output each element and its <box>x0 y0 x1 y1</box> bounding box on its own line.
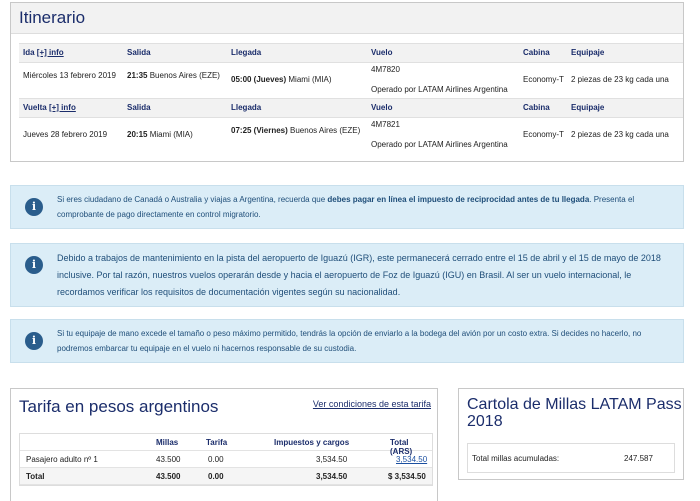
fare-col-total: Total (ARS) <box>390 438 413 456</box>
fare-col-impuestos: Impuestos y cargos <box>274 438 350 447</box>
total-millas: 43.500 <box>156 472 181 481</box>
col-cabina: Cabina <box>523 48 550 57</box>
ida-flight: 4M7820 <box>371 65 400 74</box>
ida-operator: Operado por LATAM Airlines Argentina <box>371 85 508 94</box>
ida-dep-place: Buenos Aires (EZE) <box>149 71 220 80</box>
total-amount: $ 3,534.50 <box>388 472 426 481</box>
col-equipaje: Equipaje <box>571 48 605 57</box>
fare-total-row <box>20 468 432 485</box>
fare-panel <box>10 388 438 501</box>
ida-label: Ida [+] info <box>23 48 64 57</box>
cartola-box <box>467 443 675 473</box>
vuelta-label: Vuelta [+] info <box>23 103 76 112</box>
iguazu-text: Debido a trabajos de mantenimiento en la pista del aeropuerto de Iguazú (IGR), este permanecerá cerrado entre el 15 de abril y el 15 de mayo de 2018 inclusive. Por tal razón, nuestros vuelos operarán desde y hacia el aeropuerto de Foz de Iguazú (IGU) en Brasil. Al ser un vuelo internacional, le recordamos verificar los requisitos de documentación vigentes según su nacionalidad. <box>57 253 661 297</box>
vuelta-info-link[interactable]: [+] info <box>48 103 76 112</box>
total-impuestos: 3,534.50 <box>316 472 348 481</box>
fare-title: Tarifa en pesos argentinos <box>19 397 219 416</box>
cartola-value: 247.587 <box>624 454 653 463</box>
col-cabina: Cabina <box>523 103 550 112</box>
cartola-panel <box>458 388 684 480</box>
vuelta-cabin: Economy-T <box>523 130 564 139</box>
itinerary-title: Itinerario <box>11 3 683 34</box>
baggage-text: Si tu equipaje de mano excede el tamaño o peso máximo permitido, tendrás la opción de enviarlo a la bodega del avión por un costo extra. Si decides no hacerlo, no podremos embarcar tu equipaje en el vuelo ni hacernos responsable de su custodia. <box>57 329 642 353</box>
col-salida: Salida <box>127 48 151 57</box>
fare-header-row <box>20 434 432 456</box>
info-icon: i <box>25 256 43 274</box>
ida-cabin: Economy-T <box>523 75 564 84</box>
passenger-impuestos: 3,534.50 <box>316 455 348 464</box>
ida-arr-place: Miami (MIA) <box>288 75 332 84</box>
vuelta-row <box>19 118 683 154</box>
col-llegada: Llegada <box>231 48 262 57</box>
vuelta-date: Jueves 28 febrero 2019 <box>23 130 108 139</box>
vuelta-operator: Operado por LATAM Airlines Argentina <box>371 140 508 149</box>
vuelta-dep-place: Miami (MIA) <box>149 130 193 139</box>
ida-date: Miércoles 13 febrero 2019 <box>23 71 116 80</box>
col-vuelo: Vuelo <box>371 103 393 112</box>
vuelta-header-row <box>19 98 683 118</box>
ida-dep-time: 21:35 <box>127 71 148 80</box>
ida-info-link[interactable]: [+] info <box>36 48 64 57</box>
fare-col-millas: Millas <box>156 438 179 447</box>
vuelta-baggage: 2 piezas de 23 kg cada una <box>571 130 669 139</box>
info-icon: i <box>25 332 43 350</box>
cartola-title: Cartola de Millas LATAM Pass 2018 <box>467 396 682 430</box>
col-vuelo: Vuelo <box>371 48 393 57</box>
passenger-millas: 43.500 <box>156 455 181 464</box>
reciprocity-bold: debes pagar en línea el impuesto de reciprocidad antes de tu llegada <box>327 195 590 204</box>
vuelta-departure <box>127 130 193 140</box>
ida-arrival <box>231 75 332 85</box>
vuelta-arrival <box>231 126 361 136</box>
total-tarifa: 0.00 <box>208 472 224 481</box>
ida-header-row <box>19 43 683 63</box>
col-equipaje: Equipaje <box>571 103 605 112</box>
total-label: Total <box>26 472 45 481</box>
fare-passenger-row <box>20 451 432 468</box>
vuelta-flight: 4M7821 <box>371 120 400 129</box>
ida-departure <box>127 71 227 81</box>
ida-arr-time: 05:00 (Jueves) <box>231 75 287 84</box>
vuelta-arr-place: Buenos Aires (EZE) <box>290 126 361 135</box>
vuelta-dep-time: 20:15 <box>127 130 148 139</box>
reciprocity-text: Si eres ciudadano de Canadá o Australia y viajas a Argentina, recuerda que debes pagar en línea el impuesto de reciprocidad antes de tu llegada. Presenta el comprobante de pago directamente en control migratorio. <box>57 195 635 219</box>
fare-col-tarifa: Tarifa <box>206 438 228 447</box>
cartola-label: Total millas acumuladas: <box>472 454 560 463</box>
info-icon: i <box>25 198 43 216</box>
passenger-tarifa: 0.00 <box>208 455 224 464</box>
col-salida: Salida <box>127 103 151 112</box>
passenger-label: Pasajero adulto nº 1 <box>26 455 98 464</box>
col-llegada: Llegada <box>231 103 262 112</box>
passenger-total-link[interactable]: 3,534.50 <box>396 455 428 464</box>
itinerary-panel <box>10 2 684 162</box>
ida-baggage: 2 piezas de 23 kg cada una <box>571 75 669 84</box>
vuelta-arr-time: 07:25 (Viernes) <box>231 126 288 135</box>
fare-table <box>19 433 433 486</box>
ida-row <box>19 63 683 99</box>
iguazu-notice <box>10 243 684 307</box>
reciprocity-notice <box>10 185 684 229</box>
baggage-notice <box>10 319 684 363</box>
fare-conditions-link[interactable]: Ver condiciones de esta tarifa <box>312 399 431 409</box>
